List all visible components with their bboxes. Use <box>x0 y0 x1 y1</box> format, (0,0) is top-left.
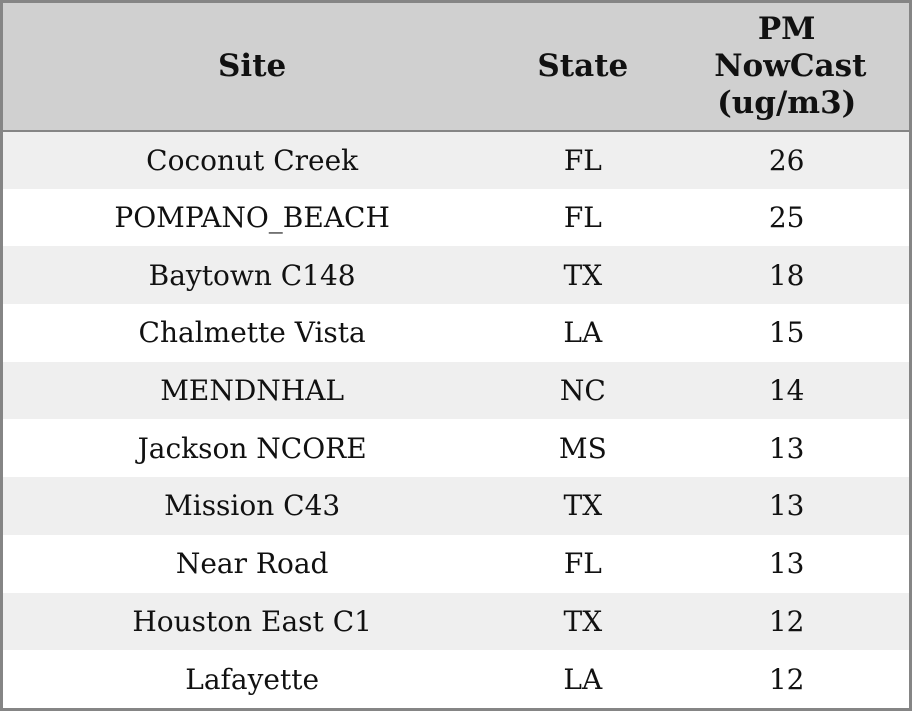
state-cell: FL <box>501 189 664 247</box>
state-cell: LA <box>501 650 664 708</box>
state-cell: TX <box>501 477 664 535</box>
table-row <box>3 189 909 247</box>
site-cell: Mission C43 <box>3 477 501 535</box>
state-cell: FL <box>501 131 664 189</box>
value-cell: 13 <box>664 535 909 593</box>
value-cell: 12 <box>664 650 909 708</box>
table-row <box>3 650 909 708</box>
value-cell: 14 <box>664 362 909 420</box>
table-row <box>3 535 909 593</box>
column-header-state-label: State <box>537 47 629 84</box>
site-cell: Jackson NCORE <box>3 419 501 477</box>
table-row <box>3 477 909 535</box>
state-cell: LA <box>501 304 664 362</box>
value-cell: 13 <box>664 477 909 535</box>
column-header-site-label: Site <box>218 47 287 84</box>
column-header-pm-nowcast <box>664 3 909 131</box>
value-cell: 18 <box>664 246 909 304</box>
value-cell: 12 <box>664 593 909 651</box>
value-cell: 13 <box>664 419 909 477</box>
table-row <box>3 419 909 477</box>
table-row <box>3 246 909 304</box>
column-header-site <box>3 3 501 131</box>
state-cell: FL <box>501 535 664 593</box>
value-cell: 15 <box>664 304 909 362</box>
table-row <box>3 362 909 420</box>
site-cell: Lafayette <box>3 650 501 708</box>
column-header-state <box>501 3 664 131</box>
table-body <box>3 131 909 708</box>
value-cell: 26 <box>664 131 909 189</box>
table-header <box>3 3 909 131</box>
state-cell: TX <box>501 246 664 304</box>
site-cell: Baytown C148 <box>3 246 501 304</box>
state-cell: NC <box>501 362 664 420</box>
site-cell: POMPANO_BEACH <box>3 189 501 247</box>
site-cell: MENDNHAL <box>3 362 501 420</box>
site-cell: Coconut Creek <box>3 131 501 189</box>
state-cell: TX <box>501 593 664 651</box>
pm-nowcast-table <box>3 3 909 708</box>
table-row <box>3 593 909 651</box>
site-cell: Houston East C1 <box>3 593 501 651</box>
site-cell: Near Road <box>3 535 501 593</box>
state-cell: MS <box>501 419 664 477</box>
table-row <box>3 131 909 189</box>
header-row <box>3 3 909 131</box>
table-row <box>3 304 909 362</box>
column-header-pm-nowcast-label: PM NowCast (ug/m3) <box>714 10 867 122</box>
value-cell: 25 <box>664 189 909 247</box>
site-cell: Chalmette Vista <box>3 304 501 362</box>
